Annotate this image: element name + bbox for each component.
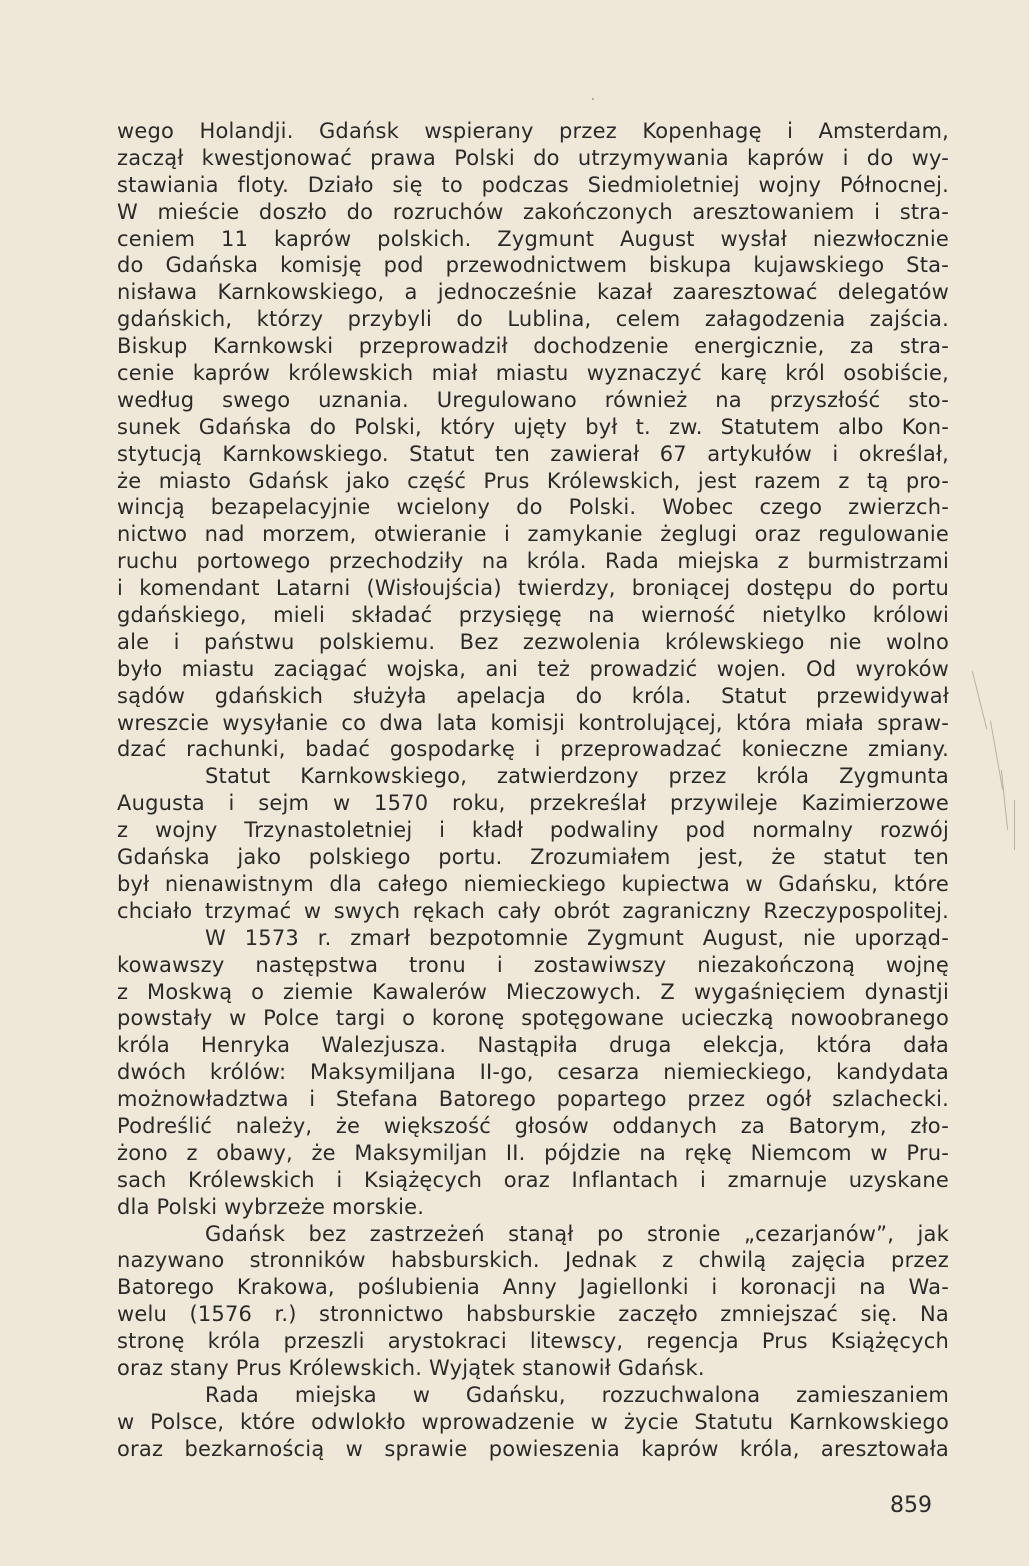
text-line: według swego uznania. Uregulowano również na przyszłość sto-: [117, 387, 949, 412]
text-line: nazywano stronników habsburskich. Jednak z chwilą zajęcia przez: [117, 1248, 949, 1273]
text-line: z wojny Trzynastoletniej i kładł podwaliny pod normalny rozwój: [117, 818, 949, 843]
text-line: ruchu portowego przechodziły na króla. Rada miejska z burmistrzami: [117, 549, 949, 574]
text-line: było miastu zaciągać wojska, ani też prowadzić wojen. Od wyroków: [117, 656, 949, 681]
text-line: wincją bezapelacyjnie wcielony do Polski. Wobec czego zwierzch-: [117, 495, 949, 520]
text-line: cenie kaprów królewskich miał miastu wyznaczyć karę król osobiście,: [117, 361, 949, 386]
text-line: nictwo nad morzem, otwieranie i zamykanie żeglugi oraz regulowanie: [117, 522, 949, 547]
text-line: żono z obawy, że Maksymiljan II. pójdzie na rękę Niemcom w Pru-: [117, 1140, 949, 1165]
text-line-paragraph-end: oraz stany Prus Królewskich. Wyjątek stanowił Gdańsk.: [117, 1355, 705, 1380]
text-line: stronę króla przeszli arystokraci litewscy, regencja Prus Książęcych: [117, 1329, 949, 1354]
text-line: możnowładztwa i Stefana Batorego popartego przez ogół szlachecki.: [117, 1087, 949, 1112]
page-number: 859: [890, 1493, 932, 1518]
text-line: stytucją Karnkowskiego. Statut ten zawierał 67 artykułów i określał,: [117, 441, 949, 466]
text-line: chciało trzymać w swych rękach cały obrót zagraniczny Rzeczypospolitej.: [117, 898, 949, 923]
text-line: w Polsce, które odwlokło wprowadzenie w życie Statutu Karnkowskiego: [117, 1409, 949, 1434]
text-line: dwóch królów: Maksymiljana II-go, cesarza niemieckiego, kandydata: [117, 1060, 949, 1085]
binding-shadow-mark: [1001, 770, 1008, 830]
text-line: Batorego Krakowa, poślubienia Anny Jagiellonki i koronacji na Wa-: [117, 1275, 949, 1300]
text-line: sunek Gdańska do Polski, który ujęty był t. zw. Statutem albo Kon-: [117, 414, 949, 439]
text-line: że miasto Gdańsk jako część Prus Królewskich, jest razem z tą pro-: [117, 468, 949, 493]
text-line: powstały w Polce targi o koronę spotęgowane ucieczką nowoobranego: [117, 1006, 949, 1031]
text-line: sach Królewskich i Książęcych oraz Inflantach i zmarnuje uzyskane: [117, 1167, 949, 1192]
text-line: do Gdańska komisję pod przewodnictwem biskupa kujawskiego Sta-: [117, 253, 949, 278]
binding-shadow-mark: [1014, 800, 1015, 850]
text-line: Gdańska jako polskiego portu. Zrozumiałem jest, że statut ten: [117, 845, 949, 870]
text-line-paragraph-start: W 1573 r. zmarł bezpotomnie Zygmunt August, nie uporząd-: [205, 925, 949, 950]
body-text: [117, 118, 949, 1463]
text-line: kowawszy następstwa tronu i zostawiwszy niezakończoną wojnę: [117, 952, 949, 977]
text-line: W mieście doszło do rozruchów zakończonych aresztowaniem i stra-: [117, 199, 949, 224]
text-line: gdańskich, którzy przybyli do Lublina, celem załagodzenia zajścia.: [117, 307, 949, 332]
text-line: wreszcie wysyłanie co dwa lata komisji kontrolującej, która miała spraw-: [117, 710, 949, 735]
speck-mark: [592, 98, 594, 100]
text-line-paragraph-start: Statut Karnkowskiego, zatwierdzony przez króla Zygmunta: [205, 764, 949, 789]
text-line: sądów gdańskich służyła apelacja do króla. Statut przewidywał: [117, 683, 949, 708]
text-line: ale i państwu polskiemu. Bez zezwolenia królewskiego nie wolno: [117, 629, 949, 654]
text-line: nisława Karnkowskiego, a jednocześnie kazał zaaresztować delegatów: [117, 280, 949, 305]
text-line: oraz bezkarnością w sprawie powieszenia kaprów króla, aresztowała: [117, 1436, 949, 1461]
text-line: Augusta i sejm w 1570 roku, przekreślał przywileje Kazimierzowe: [117, 791, 949, 816]
text-line: króla Henryka Walezjusza. Nastąpiła druga elekcja, która dała: [117, 1033, 949, 1058]
text-line-paragraph-start: Rada miejska w Gdańsku, rozzuchwalona zamieszaniem: [205, 1382, 949, 1407]
text-line: ceniem 11 kaprów polskich. Zygmunt August wysłał niezwłocznie: [117, 226, 949, 251]
text-line: był nienawistnym dla całego niemieckiego kupiectwa w Gdańsku, które: [117, 871, 949, 896]
text-line: stawiania floty. Działo się to podczas Siedmioletniej wojny Północnej.: [117, 172, 949, 197]
text-line: Biskup Karnkowski przeprowadził dochodzenie energicznie, za stra-: [117, 334, 949, 359]
text-line: wego Holandji. Gdańsk wspierany przez Kopenhagę i Amsterdam,: [117, 119, 949, 143]
text-line: i komendant Latarni (Wisłoujścia) twierdzy, broniącej dostępu do portu: [117, 576, 949, 601]
text-line: gdańskiego, mieli składać przysięgę na wierność nietylko królowi: [117, 603, 949, 628]
text-line: z Moskwą o ziemie Kawalerów Mieczowych. Z wygaśnięciem dynastji: [117, 979, 949, 1004]
text-line: Podreślić należy, że większość głosów oddanych za Batorym, zło-: [117, 1113, 949, 1138]
text-line: welu (1576 r.) stronnictwo habsburskie zaczęło zmniejszać się. Na: [117, 1302, 949, 1327]
text-line-paragraph-start: Gdańsk bez zastrzeżeń stanął po stronie „cezarjanów”, jak: [205, 1221, 949, 1246]
text-line: dzać rachunki, badać gospodarkę i przeprowadzać konieczne zmiany.: [117, 737, 949, 762]
text-line-paragraph-end: dla Polski wybrzeże morskie.: [117, 1194, 425, 1219]
text-line: zaczął kwestjonować prawa Polski do utrzymywania kaprów i do wy-: [117, 145, 949, 170]
binding-shadow-mark: [972, 671, 987, 729]
